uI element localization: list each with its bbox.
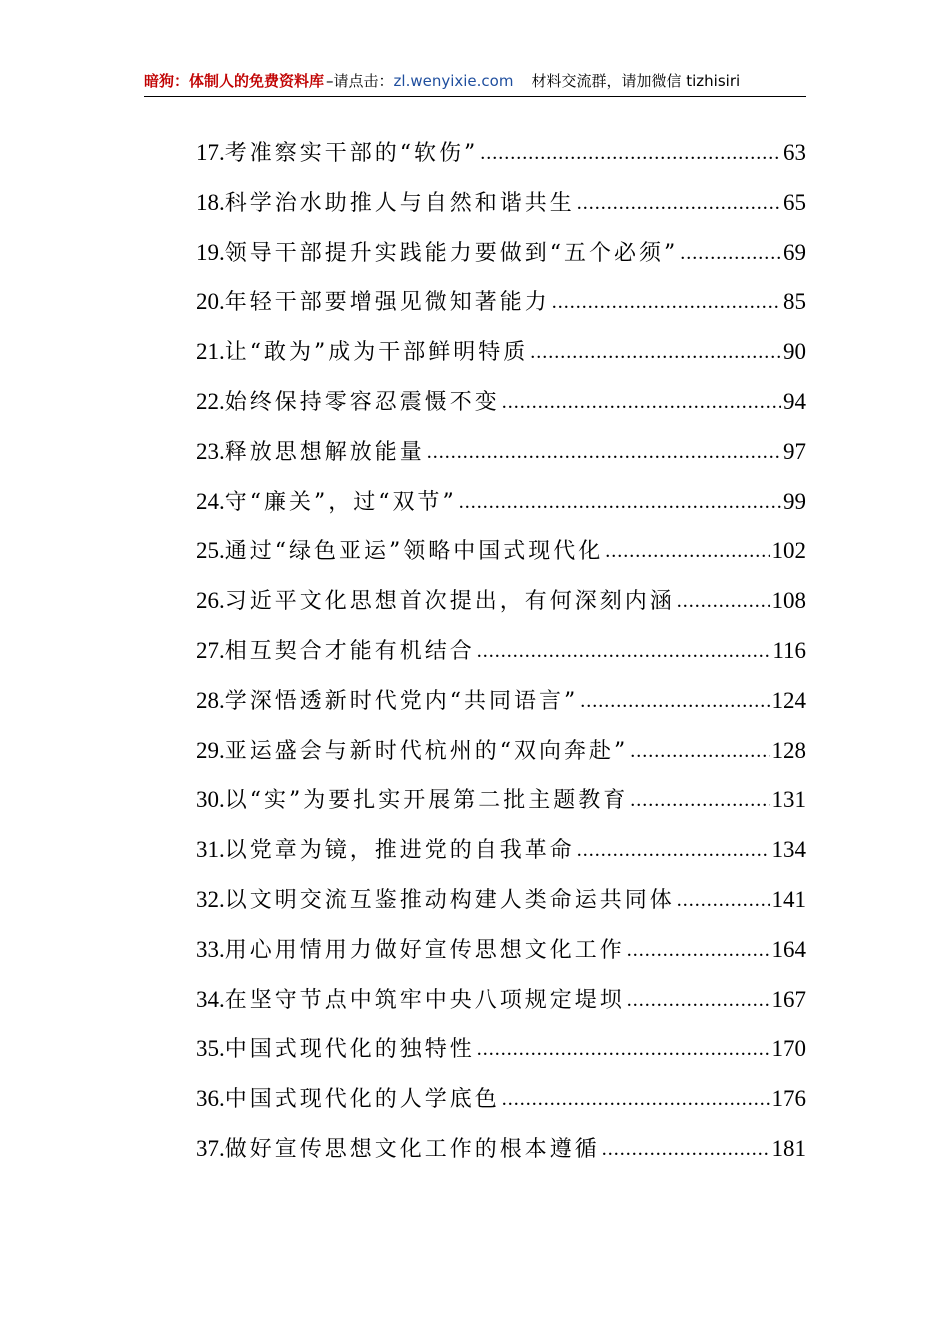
header-link[interactable]: zl.wenyixie.com xyxy=(393,72,514,90)
toc-entry-number: 28. xyxy=(196,687,225,713)
toc-entry-page-number: 131 xyxy=(771,787,806,813)
toc-entry-leader-dots xyxy=(477,1025,770,1075)
toc-entry[interactable] xyxy=(196,377,806,427)
toc-entry-title: 以“实”为要扎实开展第二批主题教育 xyxy=(224,788,629,814)
toc-entry-page-number: 99 xyxy=(783,488,806,514)
toc-entry-leader-dots xyxy=(680,229,781,279)
toc-entry-title: 释放思想解放能量 xyxy=(224,439,425,465)
toc-entry-title: 中国式现代化的人学底色 xyxy=(224,1087,500,1113)
toc-entry-leader-dots xyxy=(502,1075,770,1125)
toc-entry-page-number: 65 xyxy=(783,189,806,215)
toc-entry-page-number: 90 xyxy=(783,339,806,365)
toc-entry-page-number: 141 xyxy=(771,886,806,912)
toc-entry-number: 34. xyxy=(196,986,225,1012)
toc-entry-number: 25. xyxy=(196,538,225,564)
toc-entry-leader-dots xyxy=(480,129,781,179)
toc-entry-number: 33. xyxy=(196,936,225,962)
toc-entry-page-number: 134 xyxy=(771,837,806,863)
toc-entry-page-number: 85 xyxy=(783,289,806,315)
toc-entry-title: 学深悟透新时代党内“共同语言” xyxy=(224,688,579,714)
toc-entry[interactable] xyxy=(196,1074,806,1124)
toc-entry-number: 17. xyxy=(196,140,225,165)
toc-entry-number: 35. xyxy=(196,1036,225,1062)
toc-entry-number: 27. xyxy=(196,637,225,663)
toc-entry-leader-dots xyxy=(577,179,781,229)
toc-entry[interactable] xyxy=(196,228,806,278)
toc-entry-number: 23. xyxy=(196,438,225,464)
toc-entry-page-number: 124 xyxy=(771,687,806,713)
toc-entry-leader-dots xyxy=(459,478,781,528)
toc-entry-leader-dots xyxy=(502,378,781,428)
toc-entry-number: 22. xyxy=(196,388,225,414)
header-group-info: 材料交流群，请加微信 tizhisiri xyxy=(531,72,741,90)
toc-entry-title: 做好宣传思想文化工作的根本遵循 xyxy=(224,1136,600,1162)
toc-entry[interactable] xyxy=(196,477,806,527)
toc-entry-number: 32. xyxy=(196,886,225,912)
toc-entry-title: 考准察实干部的“软伤” xyxy=(224,141,479,166)
toc-entry-number: 29. xyxy=(196,737,225,763)
toc-entry-number: 36. xyxy=(196,1086,225,1112)
toc-entry-leader-dots xyxy=(677,577,770,627)
toc-entry-page-number: 176 xyxy=(771,1086,806,1112)
toc-entry-title: 以党章为镜，推进党的自我革命 xyxy=(224,838,575,864)
toc-entry[interactable] xyxy=(196,128,806,178)
toc-entry-number: 21. xyxy=(196,339,225,365)
toc-entry-leader-dots xyxy=(602,1125,770,1175)
toc-entry-leader-dots xyxy=(477,627,771,677)
toc-entry[interactable] xyxy=(196,676,806,726)
toc-entry[interactable] xyxy=(196,875,806,925)
toc-entry-leader-dots xyxy=(677,876,770,926)
toc-entry[interactable] xyxy=(196,576,806,626)
toc-entry-page-number: 63 xyxy=(783,140,806,165)
toc-entry-leader-dots xyxy=(577,826,770,876)
toc-entry[interactable] xyxy=(196,975,806,1025)
toc-entry-page-number: 128 xyxy=(771,737,806,763)
toc-entry-number: 26. xyxy=(196,588,225,614)
toc-entry-number: 37. xyxy=(196,1135,225,1161)
toc-entry-leader-dots xyxy=(627,976,770,1026)
toc-entry[interactable] xyxy=(196,775,806,825)
table-of-contents xyxy=(196,128,806,1174)
toc-entry-page-number: 116 xyxy=(772,637,806,663)
toc-entry-leader-dots xyxy=(580,677,769,727)
toc-entry-title: 用心用情用力做好宣传思想文化工作 xyxy=(224,937,625,963)
toc-entry-leader-dots xyxy=(552,278,781,328)
toc-entry[interactable] xyxy=(196,1124,806,1174)
toc-entry-page-number: 97 xyxy=(783,438,806,464)
toc-entry-title: 通过“绿色亚运”领略中国式现代化 xyxy=(224,539,604,565)
toc-entry-title: 习近平文化思想首次提出，有何深刻内涵 xyxy=(224,589,675,615)
toc-entry-page-number: 108 xyxy=(771,588,806,614)
toc-entry[interactable] xyxy=(196,825,806,875)
toc-entry-page-number: 167 xyxy=(771,986,806,1012)
toc-entry-leader-dots xyxy=(630,776,769,826)
toc-entry-page-number: 69 xyxy=(783,239,806,265)
toc-entry-leader-dots xyxy=(530,328,781,378)
toc-entry-page-number: 170 xyxy=(771,1036,806,1062)
header-brand: 暗狗：体制人的免费资料库 xyxy=(144,72,325,90)
toc-entry[interactable] xyxy=(196,277,806,327)
toc-entry[interactable] xyxy=(196,427,806,477)
toc-entry-title: 始终保持零容忍震慑不变 xyxy=(224,389,500,415)
toc-entry-page-number: 164 xyxy=(771,936,806,962)
toc-entry-leader-dots xyxy=(627,926,770,976)
toc-entry-title: 领导干部提升实践能力要做到“五个必须” xyxy=(224,240,679,266)
toc-entry[interactable] xyxy=(196,726,806,776)
toc-entry-page-number: 181 xyxy=(771,1135,806,1161)
toc-entry-number: 19. xyxy=(196,239,225,265)
toc-entry-title: 在坚守节点中筑牢中央八项规定堤坝 xyxy=(224,987,625,1013)
toc-entry[interactable] xyxy=(196,626,806,676)
toc-entry-leader-dots xyxy=(427,428,781,478)
page-header xyxy=(144,66,806,97)
toc-entry[interactable] xyxy=(196,1024,806,1074)
toc-entry[interactable] xyxy=(196,526,806,576)
toc-entry-page-number: 94 xyxy=(783,388,806,414)
toc-entry-title: 科学治水助推人与自然和谐共生 xyxy=(224,190,575,216)
toc-entry[interactable] xyxy=(196,925,806,975)
toc-entry-title: 亚运盛会与新时代杭州的“双向奔赴” xyxy=(224,738,629,764)
toc-entry-number: 24. xyxy=(196,488,225,514)
toc-entry-title: 守“廉关”，过“双节” xyxy=(224,489,457,515)
header-prompt: –请点击： xyxy=(326,72,394,90)
toc-entry-title: 相互契合才能有机结合 xyxy=(224,638,475,664)
toc-entry-title: 中国式现代化的独特性 xyxy=(224,1037,475,1063)
toc-entry-title: 年轻干部要增强见微知著能力 xyxy=(224,290,550,316)
toc-entry-title: 以文明交流互鉴推动构建人类命运共同体 xyxy=(224,887,675,913)
toc-entry-page-number: 102 xyxy=(771,538,806,564)
toc-entry-number: 18. xyxy=(196,189,225,215)
toc-entry-number: 30. xyxy=(196,787,225,813)
toc-entry-leader-dots xyxy=(605,527,769,577)
toc-entry[interactable] xyxy=(196,327,806,377)
toc-entry-title: 让“敢为”成为干部鲜明特质 xyxy=(224,340,529,366)
toc-entry-number: 31. xyxy=(196,837,225,863)
toc-entry[interactable] xyxy=(196,178,806,228)
toc-entry-leader-dots xyxy=(630,727,769,777)
toc-entry-number: 20. xyxy=(196,289,225,315)
